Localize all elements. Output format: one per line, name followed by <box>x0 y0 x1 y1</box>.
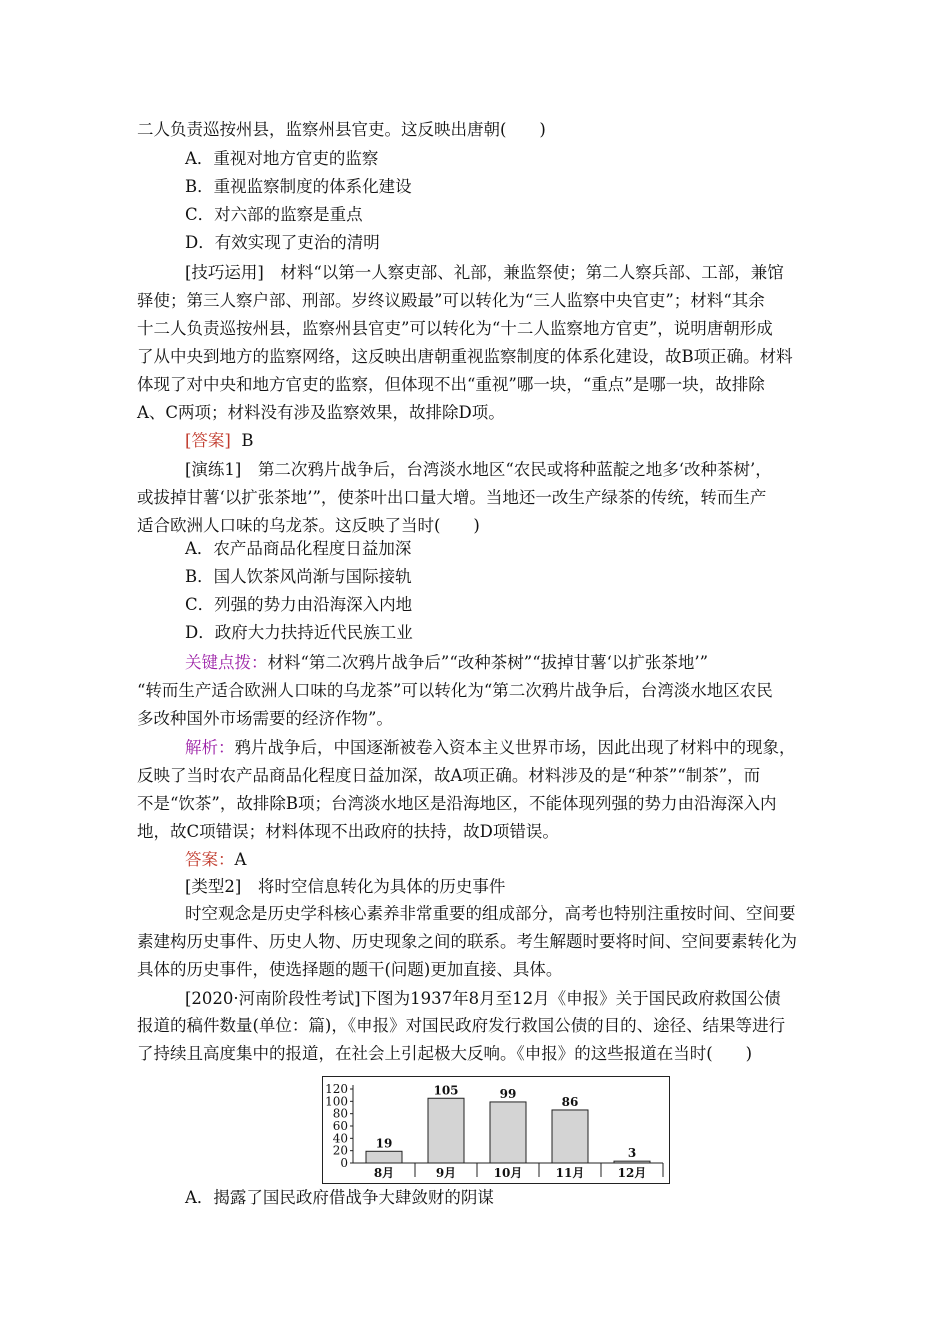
bar <box>614 1161 650 1163</box>
y-tick-label: 0 <box>340 1156 348 1170</box>
x-tick-label: 12月 <box>617 1166 647 1180</box>
analysis-line: 鸦片战争后，中国逐渐被卷入资本主义世界市场，因此出现了材料中的现象， <box>234 738 796 757</box>
skill-line: 驿使；第三人察户部、刑部。岁终议殿最”可以转化为“三人监察中央官吏”；材料“其余 <box>137 291 765 310</box>
type2-question-line: [2020·河南阶段性考试]下图为1937年8月至12月《申报》关于国民政府救国公债 <box>185 989 781 1008</box>
key-label: 关键点拨： <box>185 653 268 672</box>
practice-option-a: A．农产品商品化程度日益加深 <box>185 539 412 558</box>
q1-option-b: B．重视监察制度的体系化建设 <box>185 177 412 196</box>
bar <box>428 1098 464 1163</box>
y-tick-label: 20 <box>332 1143 348 1158</box>
type2-question-line: 了持续且高度集中的报道，在社会上引起极大反响。《申报》的这些报道在当时( ) <box>137 1044 753 1063</box>
q1-answer <box>185 430 254 452</box>
bar <box>552 1110 588 1163</box>
analysis-line: 反映了当时农产品商品化程度日益加深，故A项正确。材料涉及的是“种茶”“制茶”，而 <box>137 766 761 785</box>
y-tick-label: 100 <box>325 1094 348 1109</box>
type2-intro-line: 具体的历史事件，使选择题的题干(问题)更加直接、具体。 <box>137 960 563 979</box>
analysis-label: 解析： <box>185 738 235 757</box>
y-tick-label: 40 <box>332 1131 348 1146</box>
answer-label: [答案] <box>185 431 231 450</box>
practice-stem-line: 或拔掉甘薯‘以扩张茶地’”，使茶叶出口量大增。当地还一改生产绿茶的传统，转而生产 <box>137 488 767 507</box>
x-tick-label: 8月 <box>373 1166 395 1180</box>
key-line: “转而生产适合欧洲人口味的乌龙茶”可以转化为“第二次鸦片战争后，台湾淡水地区农民 <box>137 681 773 700</box>
analysis-line: 不是“饮茶”，故排除B项；台湾淡水地区是沿海地区，不能体现列强的势力由沿海深入内 <box>137 794 777 813</box>
y-tick-label: 60 <box>332 1119 348 1133</box>
bar-value-label: 86 <box>561 1094 579 1109</box>
skill-line: [技巧运用] 材料“以第一人察吏部、礼部，兼监祭使；第二人察兵部、工部，兼馆 <box>185 263 784 282</box>
practice-option-b: B．国人饮茶风尚渐与国际接轨 <box>185 567 412 586</box>
bar <box>366 1151 402 1163</box>
skill-line: A、C两项；材料没有涉及监察效果，故排除D项。 <box>137 403 505 422</box>
bar-chart-svg <box>323 1077 669 1183</box>
type2-option-a: A．揭露了国民政府借战争大肆敛财的阴谋 <box>185 1188 494 1207</box>
bar <box>490 1102 526 1163</box>
practice-answer <box>185 849 246 871</box>
x-tick-label: 10月 <box>493 1166 523 1180</box>
q1-stem-end: 二人负责巡按州县，监察州县官吏。这反映出唐朝( ) <box>137 120 546 139</box>
answer-value: B <box>241 431 254 450</box>
practice-stem-line: 适合欧洲人口味的乌龙茶。这反映了当时( ) <box>137 516 480 535</box>
q1-option-c: C．对六部的监察是重点 <box>185 205 363 224</box>
skill-line: 十二人负责巡按州县，监察州县官吏”可以转化为“十二人监察地方官吏”，说明唐朝形成 <box>137 319 773 338</box>
q1-option-d: D．有效实现了吏治的清明 <box>185 233 380 252</box>
practice-stem-line: [演练1] 第二次鸦片战争后，台湾淡水地区“农民或将种蓝靛之地多‘改种茶树’， <box>185 460 772 479</box>
skill-line: 了从中央到地方的监察网络，这反映出唐朝重视监察制度的体系化建设，故B项正确。材料 <box>137 347 793 366</box>
y-tick-label: 120 <box>325 1082 348 1096</box>
key-line: 材料“第二次鸦片战争后”“改种茶树”“拔掉甘薯‘以扩张茶地’” <box>267 653 709 672</box>
bar-value-label: 3 <box>627 1146 637 1161</box>
bar-chart <box>322 1076 670 1184</box>
analysis <box>185 737 796 759</box>
key-line: 多改种国外市场需要的经济作物”。 <box>137 709 393 728</box>
analysis-line: 地，故C项错误；材料体现不出政府的扶持，故D项错误。 <box>137 822 559 841</box>
type2-heading: [类型2] 将时空信息转化为具体的历史事件 <box>185 877 506 896</box>
practice-option-c: C．列强的势力由沿海深入内地 <box>185 595 413 614</box>
type2-intro-line: 时空观念是历史学科核心素养非常重要的组成部分，高考也特别注重按时间、空间要 <box>185 904 796 923</box>
answer-value: A <box>234 850 247 869</box>
q1-option-a: A．重视对地方官吏的监察 <box>185 149 379 168</box>
y-tick-label: 80 <box>332 1106 348 1121</box>
practice-option-d: D．政府大力扶持近代民族工业 <box>185 623 413 642</box>
bar-value-label: 19 <box>375 1136 393 1151</box>
answer-label: 答案： <box>185 850 235 869</box>
type2-intro-line: 素建构历史事件、历史人物、历史现象之间的联系。考生解题时要将时间、空间要素转化为 <box>137 932 797 951</box>
bar-value-label: 105 <box>433 1083 459 1098</box>
x-tick-label: 9月 <box>435 1166 457 1180</box>
bar-value-label: 99 <box>499 1086 517 1101</box>
key-point <box>185 652 708 674</box>
x-tick-label: 11月 <box>555 1166 585 1180</box>
skill-line: 体现了对中央和地方官吏的监察，但体现不出“重视”哪一块，“重点”是哪一块，故排除 <box>137 375 765 394</box>
type2-question-line: 报道的稿件数量(单位：篇)，《申报》对国民政府发行救国公债的目的、途径、结果等进行 <box>137 1016 786 1035</box>
